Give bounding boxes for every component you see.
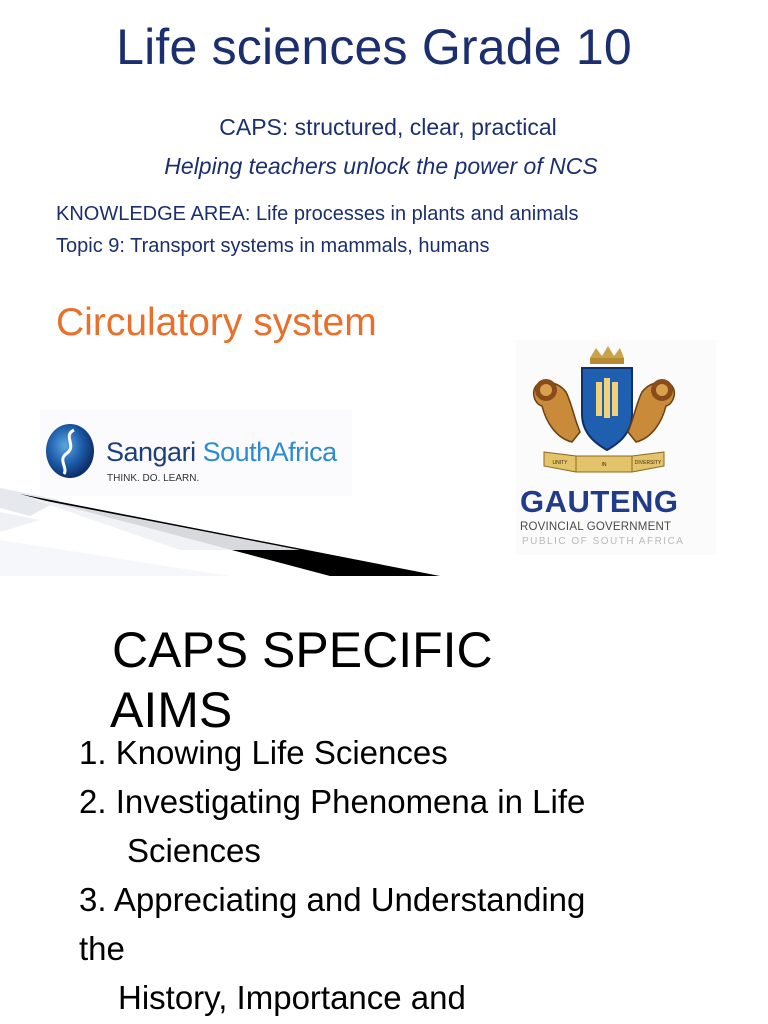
knowledge-area: KNOWLEDGE AREA: Life processes in plants and animals <box>56 203 579 225</box>
sangari-name-part1: Sangari <box>106 437 196 467</box>
sangari-tagline: THINK. DO. LEARN. <box>107 473 200 484</box>
sangari-s-icon <box>44 422 96 480</box>
slide-subtitle: Circulatory system <box>56 301 377 344</box>
crest-text-unity: UNITY <box>552 460 568 466</box>
crest-text-diversity: DIVERSITY <box>634 460 662 466</box>
sangari-name <box>106 437 337 468</box>
aims-heading <box>112 620 493 740</box>
sangari-name-part2: SouthAfrica <box>195 437 337 467</box>
caps-tagline: CAPS: structured, clear, practical <box>219 114 557 140</box>
aims-list-item: Sciences <box>127 832 261 869</box>
aims-heading-line1: CAPS SPECIFIC <box>112 622 493 678</box>
slide-title: Life sciences Grade 10 <box>116 19 632 75</box>
aims-list-item: 2. Investigating Phenomena in Life <box>79 783 586 820</box>
gauteng-subtitle: ROVINCIAL GOVERNMENT <box>520 521 672 533</box>
gauteng-logo <box>516 340 716 555</box>
aims-list <box>79 728 759 1022</box>
gauteng-crest-icon <box>516 344 692 480</box>
sangari-logo <box>40 410 352 496</box>
aims-list-item: 3. Appreciating and Understanding <box>79 881 586 918</box>
crest-text-in: IN <box>601 462 607 468</box>
gauteng-subtitle-2: PUBLIC OF SOUTH AFRICA <box>522 536 685 547</box>
helping-teachers-line: Helping teachers unlock the power of NCS <box>164 153 598 179</box>
aims-list-item: 1. Knowing Life Sciences <box>79 734 448 771</box>
gauteng-name: GAUTENG <box>520 484 679 519</box>
aims-list-item: History, Importance and <box>118 979 466 1016</box>
slide-divider <box>0 578 768 586</box>
topic-line: Topic 9: Transport systems in mammals, humans <box>56 235 490 257</box>
aims-list-item: the <box>79 930 125 967</box>
aims-heading-line2: AIMS <box>110 682 233 738</box>
